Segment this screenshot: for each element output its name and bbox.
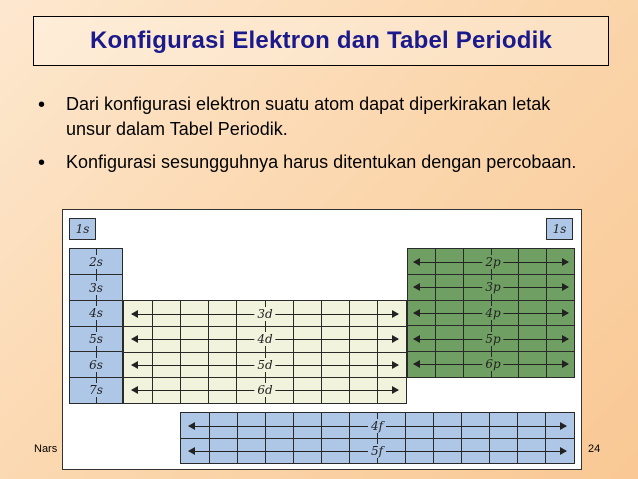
s-block bbox=[69, 248, 123, 404]
s-orbital-label: 3s bbox=[86, 281, 106, 295]
p-orbital-label: 4p bbox=[482, 306, 503, 320]
grid-line bbox=[408, 325, 574, 326]
grid-line bbox=[408, 274, 574, 275]
grid-line bbox=[70, 274, 122, 275]
p-orbital-label: 3p bbox=[482, 280, 503, 294]
s-orbital-label: 7s bbox=[86, 383, 106, 397]
grid-line bbox=[70, 377, 122, 378]
bullet-text: Konfigurasi sesungguhnya harus ditentukan dengan percobaan. bbox=[66, 152, 577, 172]
grid-line bbox=[124, 352, 406, 353]
grid-line bbox=[124, 326, 406, 327]
grid-line bbox=[70, 351, 122, 352]
f-block bbox=[180, 412, 575, 464]
grid-line bbox=[181, 438, 574, 439]
f-orbital-label: 4f bbox=[368, 419, 386, 433]
grid-line bbox=[124, 377, 406, 378]
p-orbital-label: 2p bbox=[482, 255, 503, 269]
p-block bbox=[407, 248, 575, 378]
grid-line bbox=[70, 326, 122, 327]
d-orbital-label: 4d bbox=[254, 332, 275, 346]
grid-line bbox=[408, 351, 574, 352]
s-orbital-label: 4s bbox=[86, 306, 106, 320]
d-orbital-label: 3d bbox=[254, 307, 275, 321]
s-orbital-label: 5s bbox=[86, 332, 106, 346]
h-1s-label: 1s bbox=[75, 222, 90, 236]
grid-line bbox=[70, 300, 122, 301]
s-orbital-label: 6s bbox=[86, 358, 106, 372]
grid-line bbox=[408, 300, 574, 301]
bullet-dot: • bbox=[38, 152, 46, 174]
title-box bbox=[33, 16, 609, 66]
bullet-text: Dari konfigurasi elektron suatu atom dapat diperkirakan letak unsur dalam Tabel Periodik. bbox=[66, 94, 551, 139]
bullet-item bbox=[38, 92, 608, 142]
footer-author: Nars bbox=[34, 443, 58, 455]
bullet-list bbox=[38, 92, 608, 184]
f-orbital-label: 5f bbox=[368, 444, 386, 458]
bullet-item bbox=[38, 150, 608, 176]
h-1s-cell bbox=[69, 218, 96, 240]
d-orbital-label: 5d bbox=[254, 358, 275, 372]
slide-title: Konfigurasi Elektron dan Tabel Periodik bbox=[89, 27, 553, 54]
bullet-dot: • bbox=[38, 94, 46, 116]
he-1s-label: 1s bbox=[552, 222, 567, 236]
d-block bbox=[123, 300, 407, 404]
s-orbital-label: 2s bbox=[86, 255, 106, 269]
p-orbital-label: 5p bbox=[482, 332, 503, 346]
p-orbital-label: 6p bbox=[482, 357, 503, 371]
page-number: 24 bbox=[588, 443, 601, 455]
he-1s-cell bbox=[546, 218, 573, 240]
periodic-table-figure bbox=[62, 209, 582, 470]
d-orbital-label: 6d bbox=[254, 383, 275, 397]
